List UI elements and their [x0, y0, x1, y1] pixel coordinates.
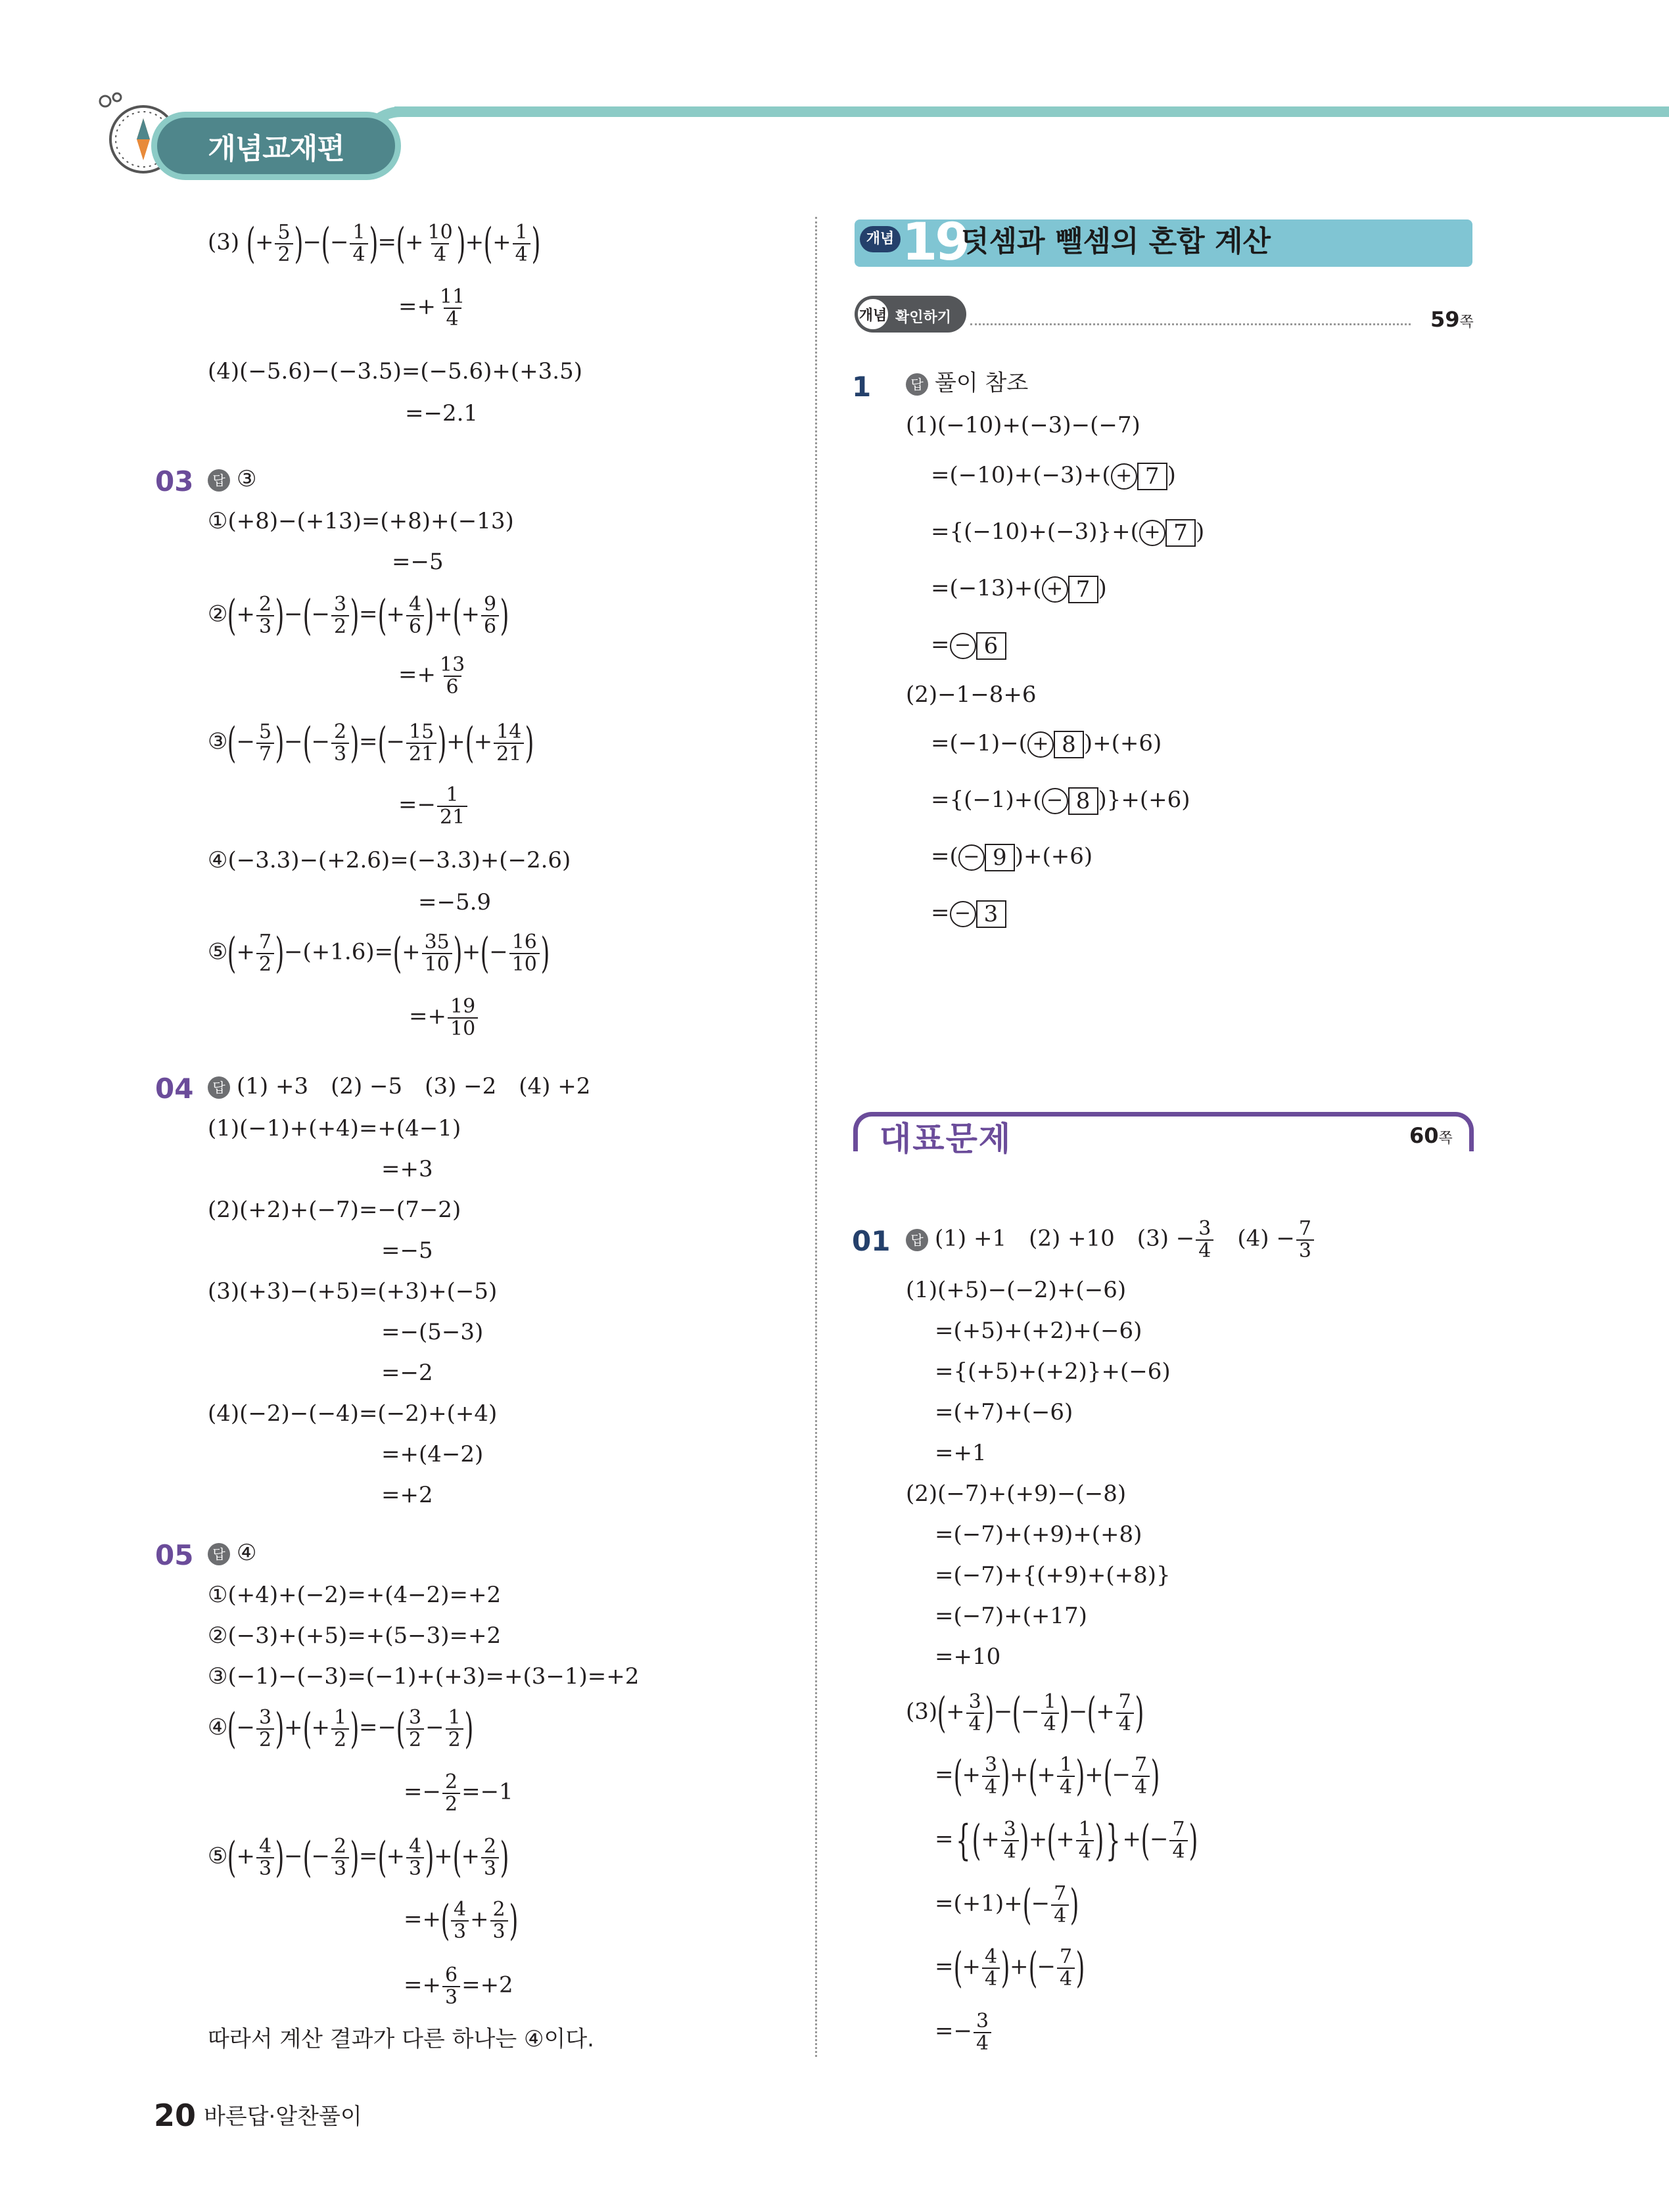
problem-05-line5c: =+ $\frac{6}{3}$ =+2 — [404, 1964, 513, 2009]
problem-04-line: (4)(−2)−(−4)=(−2)+(+4) — [208, 1400, 498, 1427]
rep-problem-01-frac-1: (3)(+ $\frac{3}{4}$ )−(− $\frac{1}{4}$ )−(+ $\frac{7}{4}$ ) — [906, 1688, 1144, 1738]
rep-problem-01-line: =(+7)+(−6) — [935, 1399, 1073, 1425]
problem-1-line9: =( − 9 )+(+6) — [931, 843, 1093, 871]
problem-1-line2: =(−10)+(−3)+( + 7 ) — [931, 462, 1176, 490]
problem-04-line: =+3 — [381, 1156, 433, 1182]
rep-problem-01-line: =(−7)+(+17) — [935, 1603, 1087, 1629]
rep-problem-01-frac-4: =(+1)+(− $\frac{7}{4}$ ) — [935, 1880, 1079, 1929]
problem-04-line: =−5 — [381, 1237, 433, 1264]
answer-icon: 답 — [906, 1229, 928, 1251]
rep-problem-01-line: =(−7)+{(+9)+(+8)} — [935, 1562, 1171, 1588]
problem-1-line10: = − 3 — [931, 900, 1006, 928]
problem-1-answer: 답 풀이 참조 — [906, 372, 1028, 396]
problem-03-line3: ③(− $\frac{5}{7}$ )−(− $\frac{2}{3}$ )=(− $\frac{15}{21}$ )+(+ $\frac{14}{21}$ ) — [208, 718, 534, 768]
problem-03-number: 03 — [155, 465, 194, 497]
problem-03-line5b: =+ $\frac{19}{10}$ — [409, 996, 479, 1039]
book-title: 바른답·알찬풀이 — [204, 2104, 362, 2130]
problem-04-line: (1)(−1)+(+4)=+(4−1) — [208, 1115, 461, 1141]
problem-05-line1: ①(+4)+(−2)=+(4−2)=+2 — [208, 1582, 502, 1608]
section-title: 덧셈과 뺄셈의 혼합 계산 — [961, 225, 1271, 258]
problem-04-line: =−2 — [381, 1360, 433, 1386]
eq-3-line1: (3) (+ $\frac{5}{2}$ )−(− $\frac{1}{4}$ )=(+ $\frac{10}{4}$ )+(+ $\frac{1}{4}$ ) — [208, 219, 541, 268]
problem-04-line: (2)(+2)+(−7)=−(7−2) — [208, 1197, 461, 1223]
header-band — [394, 106, 1669, 117]
rep-problem-01-line: =+10 — [935, 1644, 1001, 1670]
problem-03-line2: ②(+ $\frac{2}{3}$ )−(− $\frac{3}{2}$ )=(+ $\frac{4}{6}$ )+(+ $\frac{9}{6}$ ) — [208, 591, 509, 640]
rep-problem-01-line: =(−7)+(+9)+(+8) — [935, 1521, 1142, 1548]
problem-1-line3: ={(−10)+(−3)}+( + 7 ) — [931, 518, 1205, 546]
column-divider — [815, 217, 817, 2057]
problem-03-line2b: =+ $\frac{13}{6}$ — [398, 653, 465, 699]
problem-05-line2: ②(−3)+(+5)=+(5−3)=+2 — [208, 1623, 502, 1649]
eq-4-line2: =−2.1 — [405, 400, 479, 426]
problem-05-answer: 답 ④ — [208, 1542, 256, 1565]
page-number: 20 — [154, 2098, 197, 2133]
problem-05-number: 05 — [155, 1539, 194, 1571]
eq-3-line2: =+ $\frac{11}{4}$ — [398, 285, 465, 331]
eq-3-label: (3) — [208, 229, 240, 256]
problem-1-line4: =(−13)+( + 7 ) — [931, 575, 1107, 603]
rep-problem-01-number: 01 — [852, 1225, 891, 1257]
rep-problem-01-frac-2: =(+ $\frac{3}{4}$ )+(+ $\frac{1}{4}$ )+(− $\frac{7}{4}$ ) — [935, 1751, 1160, 1801]
rep-problem-01-line: =+1 — [935, 1440, 987, 1466]
confirm-pill-icon: 개념 — [856, 297, 890, 331]
rep-problem-01-line: =(+5)+(+2)+(−6) — [935, 1318, 1142, 1344]
eq-4-line1: (4)(−5.6)−(−3.5)=(−5.6)+(+3.5) — [208, 358, 582, 384]
problem-1-line1: (1)(−10)+(−3)−(−7) — [906, 412, 1140, 438]
problem-1-line6: (2)−1−8+6 — [906, 681, 1037, 708]
problem-05-line5b: =+( $\frac{4}{3}$ + $\frac{2}{3}$ ) — [404, 1896, 518, 1945]
problem-1-number: 1 — [852, 371, 872, 403]
problem-05-line5: ⑤(+ $\frac{4}{3}$ )−(− $\frac{2}{3}$ )=(+ $\frac{4}{3}$ )+(+ $\frac{2}{3}$ ) — [208, 1833, 509, 1882]
rep-problem-01-frac-5: =(+ $\frac{4}{4}$ )+(− $\frac{7}{4}$ ) — [935, 1943, 1085, 1993]
representative-title: 대표문제 — [872, 1122, 1020, 1155]
problem-04-line: =+2 — [381, 1482, 433, 1508]
problem-1-line5: = − 6 — [931, 632, 1006, 660]
page-reference: 59쪽 — [1430, 307, 1474, 332]
answer-icon: 답 — [906, 373, 928, 396]
problem-03-line5: ⑤(+ $\frac{7}{2}$ )−(+1.6)=(+ $\frac{35}{10}$ )+(− $\frac{16}{10}$ ) — [208, 929, 550, 978]
problem-04-answer: 답 (1) +3 (2) −5 (3) −2 (4) +2 — [208, 1075, 590, 1099]
problem-05-conclusion: 따라서 계산 결과가 다른 하나는 ④이다. — [208, 2026, 594, 2052]
header-tab: 개념교재편 — [151, 112, 401, 180]
answer-icon: 답 — [208, 469, 230, 492]
rep-page-reference: 60쪽 — [1409, 1123, 1453, 1148]
problem-1-line8: ={(−1)+( − 8 )}+(+6) — [931, 787, 1190, 814]
rep-problem-01-line: ={(+5)+(+2)}+(−6) — [935, 1358, 1171, 1385]
confirm-pill-label: 확인하기 — [895, 310, 952, 326]
problem-04-line: (3)(+3)−(+5)=(+3)+(−5) — [208, 1278, 498, 1304]
problem-1-line7: =(−1)−( + 8 )+(+6) — [931, 730, 1162, 758]
section-badge: 개념 — [860, 226, 901, 252]
problem-03-line3b: =− $\frac{1}{21}$ — [398, 785, 469, 827]
rep-problem-01-frac-3: ={(+ $\frac{3}{4}$ )+(+ $\frac{1}{4}$ )}+(− $\frac{7}{4}$ ) — [935, 1816, 1198, 1865]
section-number: 19 — [902, 213, 968, 272]
problem-05-line3: ③(−1)−(−3)=(−1)+(+3)=+(3−1)=+2 — [208, 1663, 640, 1690]
dotted-leader — [970, 323, 1411, 325]
problem-04-number: 04 — [155, 1072, 194, 1105]
rep-problem-01-frac-6: =− $\frac{3}{4}$ — [935, 2011, 993, 2054]
problem-04-line: =−(5−3) — [381, 1319, 484, 1345]
problem-05-line4: ④(− $\frac{3}{2}$ )+(+ $\frac{1}{2}$ )=−( $\frac{3}{2}$ − $\frac{1}{2}$ ) — [208, 1704, 474, 1753]
problem-03-line1: ①(+8)−(+13)=(+8)+(−13) — [208, 508, 514, 534]
answer-icon: 답 — [208, 1076, 230, 1099]
rep-problem-01-line: (1)(+5)−(−2)+(−6) — [906, 1277, 1127, 1303]
rep-problem-01-line: (2)(−7)+(+9)−(−8) — [906, 1481, 1127, 1507]
problem-03-answer: 답 ③ — [208, 468, 256, 492]
problem-03-line4: ④(−3.3)−(+2.6)=(−3.3)+(−2.6) — [208, 847, 571, 873]
rep-problem-01-answer: 답 (1) +1 (2) +10 (3) − $\frac{3}{4}$ (4) − $\frac{7}{3}$ — [906, 1218, 1315, 1261]
problem-03-line4b: =−5.9 — [418, 889, 492, 915]
problem-05-line4b: =− $\frac{2}{2}$ =−1 — [404, 1770, 513, 1816]
confirm-pill — [855, 296, 966, 333]
problem-03-line1b: =−5 — [392, 549, 444, 575]
problem-04-line: =+(4−2) — [381, 1441, 484, 1467]
answer-icon: 답 — [208, 1543, 230, 1565]
